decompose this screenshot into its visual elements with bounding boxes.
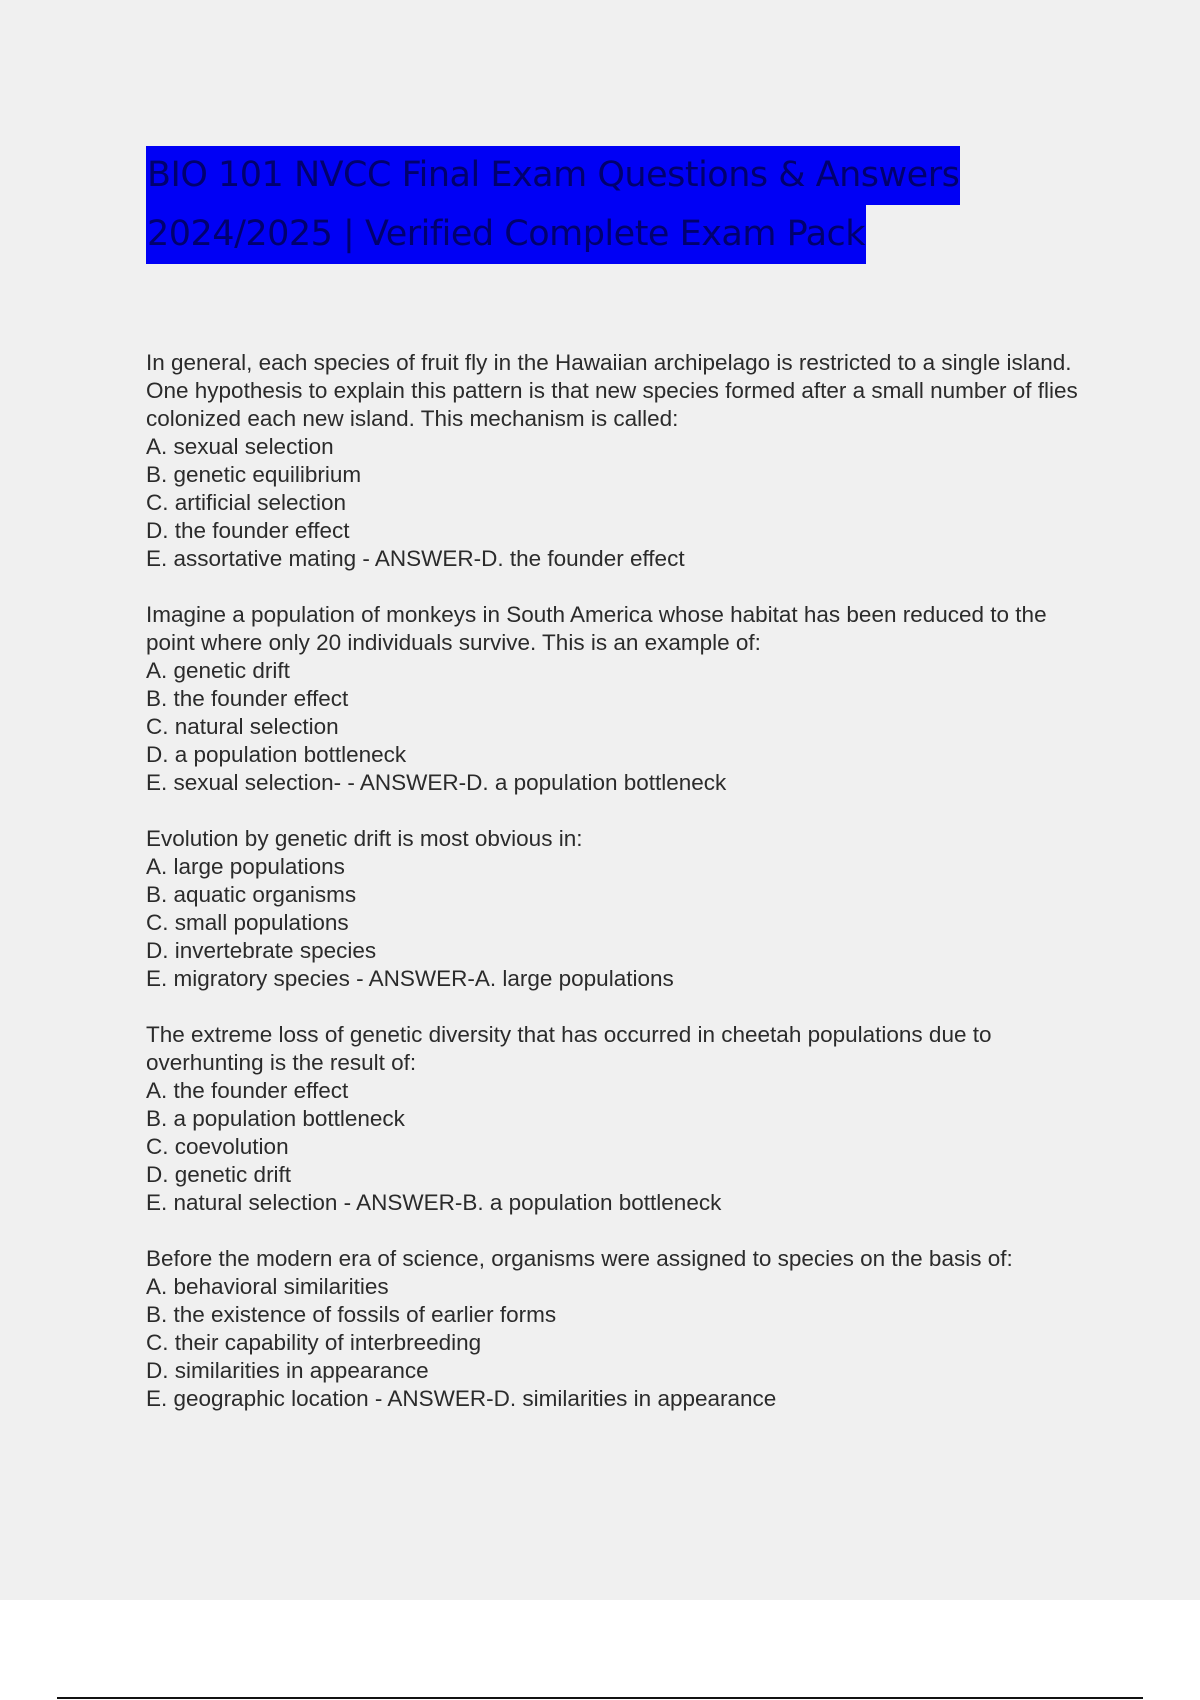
- question-item: [146, 1245, 1086, 1413]
- answer-option: A. genetic drift: [146, 658, 290, 683]
- question-item: [146, 825, 1086, 993]
- question-item: [146, 601, 1086, 797]
- question-text: Imagine a population of monkeys in South America whose habitat has been reduced to the point where only 20 individuals survive. This is an example of:: [146, 602, 1047, 655]
- answer-option: B. genetic equilibrium: [146, 462, 362, 487]
- answer-option: E. natural selection: [146, 1190, 338, 1215]
- answer-option: C. small populations: [146, 910, 349, 935]
- answer-option: E. sexual selection-: [146, 770, 342, 795]
- answer-option: E. assortative mating: [146, 546, 357, 571]
- last-option-line: [146, 1385, 1086, 1413]
- answer-option: A. sexual selection: [146, 434, 334, 459]
- correct-answer: B. a population bottleneck: [462, 1190, 722, 1215]
- answer-option: D. similarities in appearance: [146, 1358, 429, 1383]
- question-text: In general, each species of fruit fly in the Hawaiian archipelago is restricted to a single island. One hypothesis to explain this pattern is that new species formed after a small number of flies colonized each new island. This mechanism is called:: [146, 350, 1078, 431]
- question-item: [146, 1021, 1086, 1217]
- answer-separator: - ANSWER-: [349, 966, 475, 991]
- answer-separator: - ANSWER-: [368, 1386, 494, 1411]
- answer-option: E. migratory species: [146, 966, 350, 991]
- answer-option: B. the founder effect: [146, 686, 349, 711]
- answer-option: A. behavioral similarities: [146, 1274, 389, 1299]
- footer-divider: [57, 1697, 1143, 1699]
- question-text: Before the modern era of science, organisms were assigned to species on the basis of:: [146, 1246, 1013, 1271]
- correct-answer: D. the founder effect: [481, 546, 685, 571]
- answer-option: D. genetic drift: [146, 1162, 292, 1187]
- answer-option: D. invertebrate species: [146, 938, 377, 963]
- answer-option: A. the founder effect: [146, 1078, 349, 1103]
- last-option-line: [146, 965, 1086, 993]
- title-line-1: BIO 101 NVCC Final Exam Questions & Answers: [146, 146, 960, 205]
- title-line-2: 2024/2025 | Verified Complete Exam Pack: [146, 205, 866, 264]
- last-option-line: [146, 1189, 1086, 1217]
- answer-option: B. the existence of fossils of earlier forms: [146, 1302, 557, 1327]
- question-text: Evolution by genetic drift is most obvious in:: [146, 826, 583, 851]
- answer-option: C. natural selection: [146, 714, 339, 739]
- answer-separator: - ANSWER-: [337, 1190, 463, 1215]
- last-option-line: [146, 545, 1086, 573]
- answer-option: B. aquatic organisms: [146, 882, 357, 907]
- correct-answer: D. a population bottleneck: [466, 770, 727, 795]
- answer-option: E. geographic location: [146, 1386, 369, 1411]
- answer-option: C. artificial selection: [146, 490, 347, 515]
- question-text: The extreme loss of genetic diversity that has occurred in cheetah populations due to overhunting is the result of:: [146, 1022, 992, 1075]
- question-list: [146, 349, 1086, 1441]
- answer-option: B. a population bottleneck: [146, 1106, 405, 1131]
- correct-answer: D. similarities in appearance: [493, 1386, 777, 1411]
- last-option-line: [146, 769, 1086, 797]
- answer-option: D. the founder effect: [146, 518, 350, 543]
- question-item: [146, 349, 1086, 573]
- answer-option: C. coevolution: [146, 1134, 289, 1159]
- correct-answer: A. large populations: [474, 966, 674, 991]
- answer-separator: - ANSWER-: [341, 770, 467, 795]
- answer-option: A. large populations: [146, 854, 345, 879]
- answer-option: D. a population bottleneck: [146, 742, 407, 767]
- answer-option: C. their capability of interbreeding: [146, 1330, 482, 1355]
- document-title: [146, 146, 1076, 264]
- answer-separator: - ANSWER-: [356, 546, 482, 571]
